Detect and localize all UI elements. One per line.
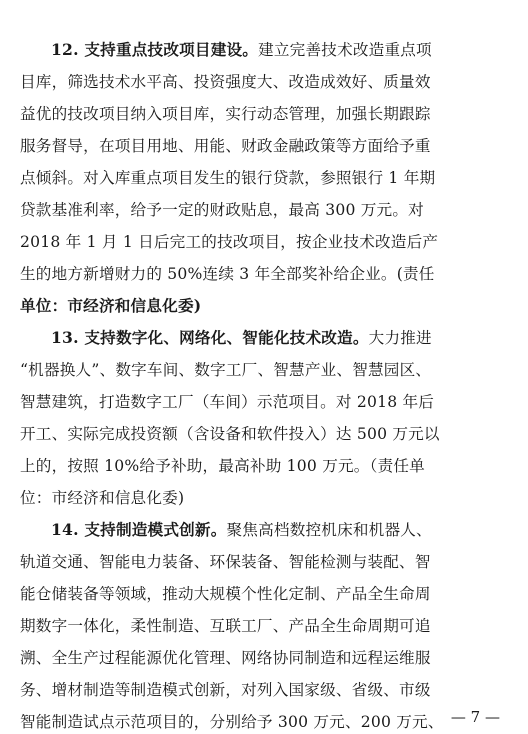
page-number: — 7 — bbox=[450, 708, 500, 726]
paragraph-13-line-6: 位：市经济和信息化委) bbox=[20, 489, 185, 507]
paragraph-13-line-4: 开工、实际完成投资额（含设备和软件投入）达 500 万元以 bbox=[20, 425, 440, 443]
paragraph-12-line-9: 单位：市经济和信息化委) bbox=[20, 296, 202, 315]
paragraph-14-heading: 14. 支持制造模式创新。 bbox=[51, 520, 227, 539]
paragraph-14-line-6: 务、增材制造等制造模式创新，对列入国家级、省级、市级 bbox=[20, 681, 431, 699]
paragraph-12-line-8: 生的地方新增财力的 50%连续 3 年全部奖补给企业。(责任 bbox=[20, 265, 435, 283]
paragraph-13-heading: 13. 支持数字化、网络化、智能化技术改造。 bbox=[51, 328, 369, 347]
paragraph-14-line-5: 溯、全生产过程能源优化管理、网络协同制造和远程运维服 bbox=[20, 649, 431, 667]
paragraph-13-line-5: 上的，按照 10%给予补助，最高补助 100 万元。（责任单 bbox=[20, 457, 425, 475]
paragraph-12-line-6: 贷款基准利率，给予一定的财政贴息，最高 300 万元。对 bbox=[20, 201, 424, 219]
paragraph-12-line-3: 益优的技改项目纳入项目库，实行动态管理，加强长期跟踪 bbox=[20, 105, 431, 123]
paragraph-13-line-3: 智慧建筑，打造数字工厂（车间）示范项目。对 2018 年后 bbox=[20, 393, 435, 411]
paragraph-12-line-7: 2018 年 1 月 1 日后完工的技改项目，按企业技术改造后产 bbox=[20, 233, 439, 251]
paragraph-13-line-2: “机器换人”、数字车间、数字工厂、智慧产业、智慧园区、 bbox=[20, 361, 432, 379]
paragraph-14-line-7: 智能制造试点示范项目的，分别给予 300 万元、200 万元、 bbox=[20, 713, 444, 731]
paragraph-12-line-1: 12. 支持重点技改项目建设。建立完善技术改造重点项 bbox=[51, 40, 432, 59]
paragraph-14-line-3: 能仓储装备等领域，推动大规模个性化定制、产品全生命周 bbox=[20, 585, 431, 603]
paragraph-12-heading: 12. 支持重点技改项目建设。 bbox=[51, 40, 259, 59]
paragraph-12-line-5: 点倾斜。对入库重点项目发生的银行贷款，参照银行 1 年期 bbox=[20, 169, 436, 187]
paragraph-12-line-4: 服务督导，在项目用地、用能、财政金融政策等方面给予重 bbox=[20, 137, 431, 155]
paragraph-14-line-2: 轨道交通、智能电力装备、环保装备、智能检测与装配、智 bbox=[20, 553, 431, 571]
paragraph-13-line-1: 13. 支持数字化、网络化、智能化技术改造。大力推进 bbox=[51, 328, 432, 347]
paragraph-14-line-1: 14. 支持制造模式创新。聚焦高档数控机床和机器人、 bbox=[51, 520, 432, 539]
paragraph-12-line-2: 目库，筛选技术水平高、投资强度大、改造成效好、质量效 bbox=[20, 73, 431, 91]
paragraph-14-line-4: 期数字一体化，柔性制造、互联工厂、产品全生命周期可追 bbox=[20, 617, 431, 635]
